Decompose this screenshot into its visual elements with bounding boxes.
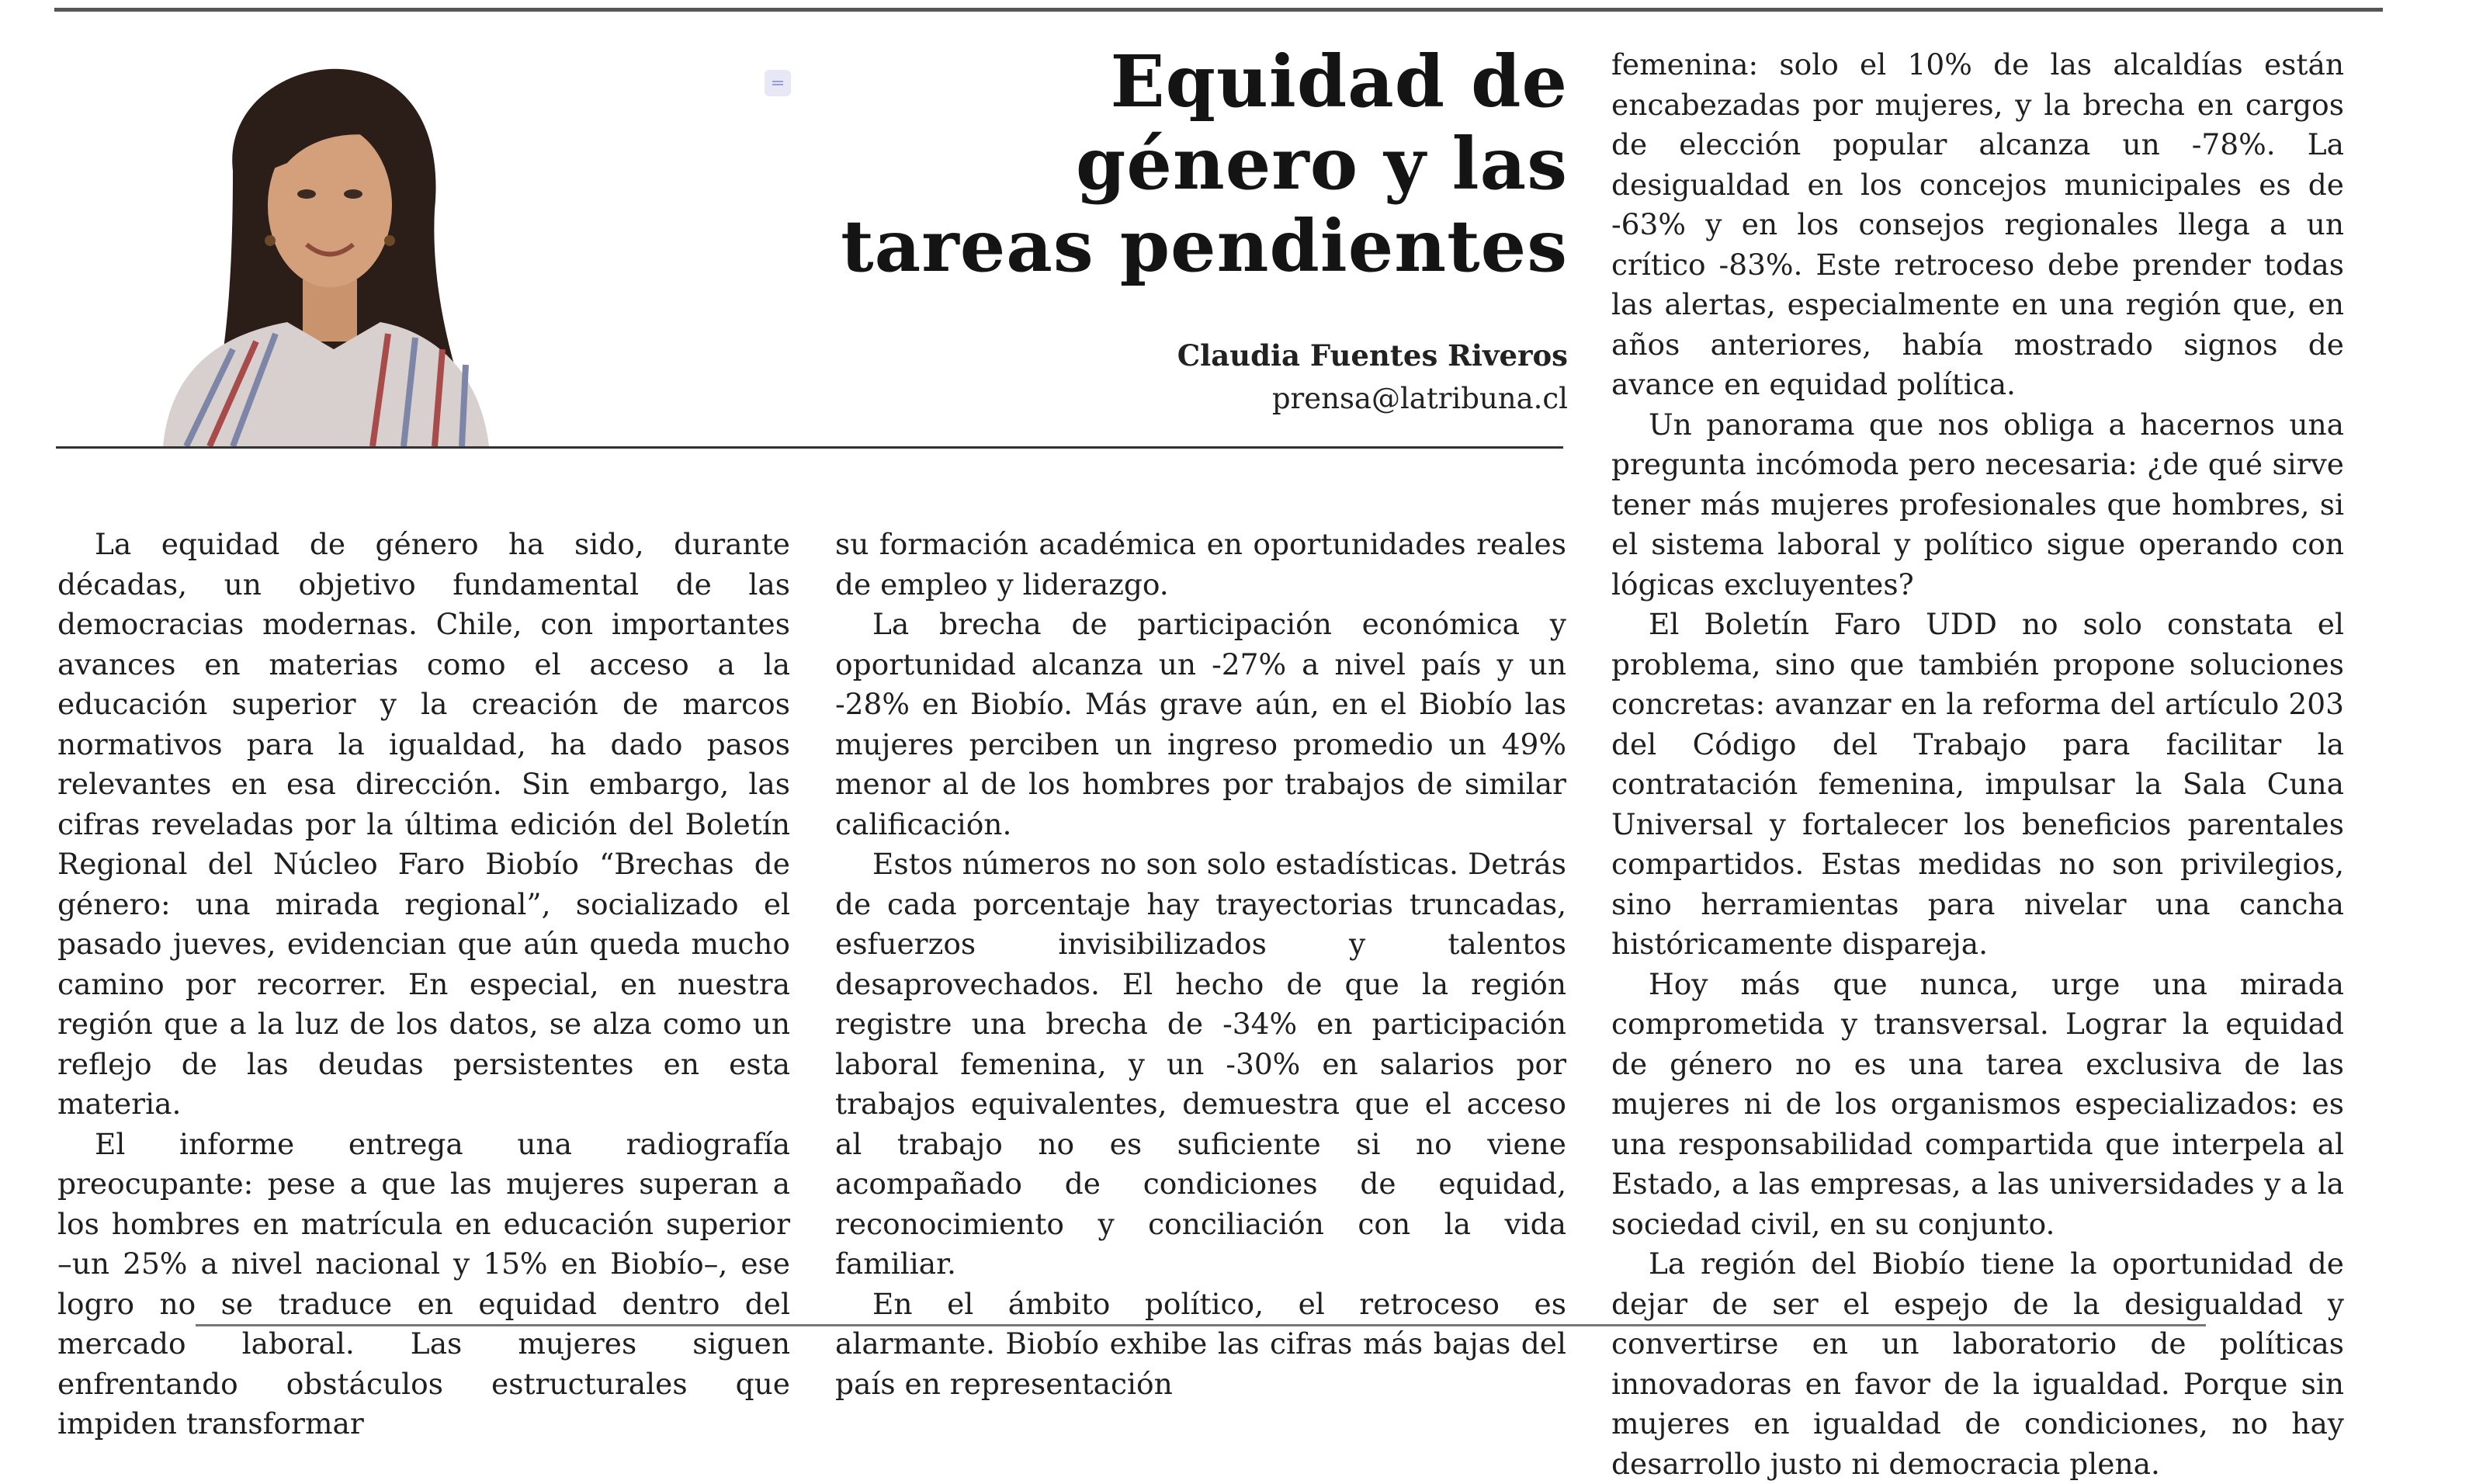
column-1 xyxy=(57,525,790,1444)
paragraph: El informe entrega una radiografía preocupante: pese a que las mujeres superan a los hombres en matrícula en educación superior –un 25% a nivel nacional y 15% en Biobío–, ese logro no se traduce en equidad dentro del mercado laboral. Las mujeres siguen enfrentando obstáculos estructurales que impiden transformar xyxy=(57,1126,790,1441)
note-icon[interactable] xyxy=(765,70,791,96)
top-rule xyxy=(54,8,2383,12)
column-3 xyxy=(1611,45,2344,1484)
column-2 xyxy=(835,525,1566,1404)
paragraph: La región del Biobío tiene la oportunidad de dejar de ser el espejo de la desigualdad y convertirse en un laboratorio de políticas innovadoras en favor de la igualdad. Porque sin mujeres en igualdad de condiciones, no hay desarrollo justo ni democracia plena. xyxy=(1611,1246,2344,1481)
header-rule xyxy=(56,446,1563,449)
headline: Equidad de género y las tareas pendientes xyxy=(841,40,1568,288)
paragraph: La brecha de participación económica y oportunidad alcanza un -27% a nivel país y un -28% en Biobío. Más grave aún, en el Biobío las mujeres perciben un ingreso promedio un 49% menor al de los hombres por trabajos de similar calificación. xyxy=(835,607,1566,841)
paragraph: En el ámbito político, el retroceso es alarmante. Biobío exhibe las cifras más bajas del país en representación xyxy=(835,1286,1566,1401)
paragraph: El Boletín Faro UDD no solo constata el problema, sino que también propone soluciones concretas: avanzar en la reforma del artículo 203 del Código del Trabajo para facilitar la contratación femenina, impulsar la Sala Cuna Universal y fortalecer los beneficios parentales compartidos. Estas medidas no son privilegios, sino herramientas para nivelar una cancha históricamente dispareja. xyxy=(1611,607,2344,961)
paragraph-continuation: su formación académica en oportunidades reales de empleo y liderazgo. xyxy=(835,527,1566,602)
paragraph: La equidad de género ha sido, durante décadas, un objetivo fundamental de las democracias modernas. Chile, con importantes avances en materias como el acceso a la educación superior y la creación de marcos normativos para la igualdad, ha dado pasos relevantes en esa dirección. Sin embargo, las cifras reveladas por la última edición del Boletín Regional del Núcleo Faro Biobío “Brechas de género: una mirada regional”, socializado el pasado jueves, evidencian que aún queda mucho camino por recorrer. En especial, en nuestra región que a la luz de los datos, se alza como un reflejo de las deudas persistentes en esta materia. xyxy=(57,527,790,1121)
paragraph-continuation: femenina: solo el 10% de las alcaldías están encabezadas por mujeres, y la brecha en cargos de elección popular alcanza un -78%. La desigualdad en los concejos municipales es de -63% y en los consejos regionales llega a un crítico -83%. Este retroceso debe prender todas las alertas, especialmente en una región que, en años anteriores, había mostrado signos de avance en equidad política. xyxy=(1611,47,2344,401)
author-name: Claudia Fuentes Riveros xyxy=(1177,338,1568,373)
author-photo xyxy=(116,54,536,446)
paragraph: Estos números no son solo estadísticas. Detrás de cada porcentaje hay trayectorias truncadas, esfuerzos invisibilizados y talentos desaprovechados. El hecho de que la región registre una brecha de -34% en participación laboral femenina, y un -30% en salarios por trabajos equivalentes, demuestra que el acceso al trabajo no es suficiente si no viene acompañado de condiciones de equidad, reconocimiento y conciliación con la vida familiar. xyxy=(835,847,1566,1281)
author-email[interactable]: prensa@latribuna.cl xyxy=(1271,382,1568,415)
bottom-rule xyxy=(196,1324,2206,1326)
paragraph: Un panorama que nos obliga a hacernos una pregunta incómoda pero necesaria: ¿de qué sirve tener más mujeres profesionales que hombres, si el sistema laboral y político sigue operando con lógicas excluyentes? xyxy=(1611,407,2344,602)
paragraph: Hoy más que nunca, urge una mirada comprometida y transversal. Lograr la equidad de género no es una tarea exclusiva de las mujeres ni de los organismos especializados: es una responsabilidad compartida que interpela al Estado, a las empresas, a las universidades y a la sociedad civil, en su conjunto. xyxy=(1611,966,2344,1241)
